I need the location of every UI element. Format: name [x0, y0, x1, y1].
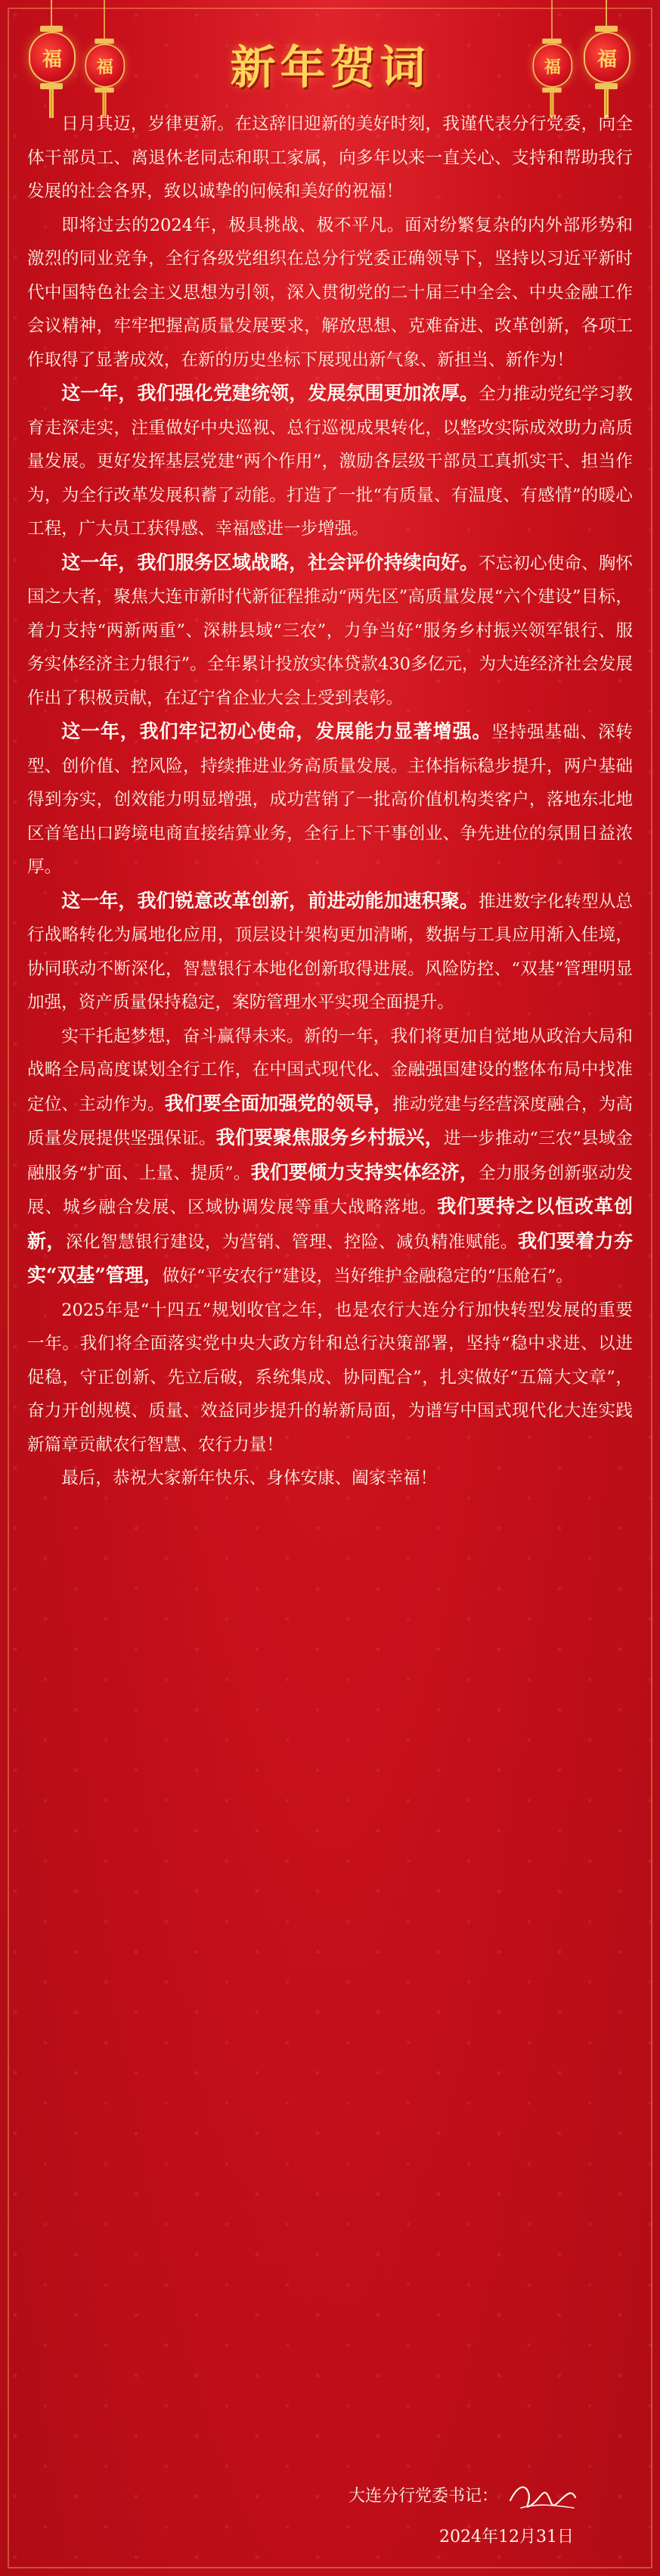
paragraph-heading: 我们要全面加强党的领导，	[164, 1092, 393, 1114]
paragraph-text: 日月其迈，岁律更新。在这辞旧迎新的美好时刻，我谨代表分行党委，向全体干部员工、离退休老同志和职工家属，向多年以来一直关心、支持和帮助我行发展的社会各界，致以诚挚的问候和美好的祝福！	[27, 114, 633, 201]
signature-block	[261, 2478, 578, 2552]
paragraph-text: 深化智慧银行建设，为营销、管理、控险、减负精准赋能。	[65, 1232, 518, 1252]
paragraph	[27, 1294, 633, 1462]
paragraph	[27, 1020, 633, 1294]
lantern-icon: 福	[85, 0, 124, 117]
paragraph-heading: 我们要着力夯实“双基”管理，	[27, 1229, 633, 1286]
paragraph-text: 做好“平安农行”建设，当好维护金融稳定的“压舱石”。	[162, 1266, 574, 1286]
letter-date: 2024年12月31日	[439, 2528, 574, 2546]
signer-title: 大连分行党委书记：	[348, 2487, 498, 2506]
paragraph	[27, 715, 633, 884]
letter-body	[27, 107, 633, 1496]
paragraph-heading: 我们要倾力支持实体经济，	[250, 1161, 479, 1183]
paragraph-text: 全力服务创新驱动发展、城乡融合发展、区域协调发展等重大战略落地。	[27, 1163, 634, 1217]
paragraph-heading: 这一年，我们牢记初心使命，发展能力显著增强。	[61, 720, 492, 742]
lantern-icon: 福	[533, 0, 572, 117]
paragraph	[27, 377, 633, 546]
paragraph-heading: 这一年，我们强化党建统领，发展氛围更加浓厚。	[61, 382, 479, 404]
paragraph-text: 推进数字化转型从总行战略转化为属地化应用，顶层设计架构更加清晰，数据与工具应用渐入佳境，协同联动不断深化，智慧银行本地化创新取得进展。风险防控、“双基”管理明显加强，资产质量保持稳定，案防管理水平实现全面提升。	[27, 891, 633, 1012]
paragraph-heading: 我们要聚焦服务乡村振兴，	[215, 1126, 444, 1148]
paragraph-text: 实干托起梦想，奋斗赢得未来。新的一年，我们将更加自觉地从政治大局和战略全局高度谋划全行工作，在中国式现代化、金融强国建设的整体布局中找准定位、主动作为。	[27, 1026, 633, 1114]
paragraph	[27, 209, 633, 378]
paragraph	[27, 546, 633, 716]
paragraph-text: 全力推动党纪学习教育走深走实，注重做好中央巡视、总行巡视成果转化，以整改实际成效助力高质量发展。更好发挥基层党建“两个作用”，激励各层级干部员工真抓实干、担当作为，为全行改革发展积蓄了动能。打造了一批“有质量、有温度、有感情”的暖心工程，广大员工获得感、幸福感进一步增强。	[27, 384, 633, 539]
paragraph-heading: 我们要持之以恒改革创新，	[27, 1195, 633, 1252]
paragraph-text: 最后，恭祝大家新年快乐、身体安康、阖家幸福！	[61, 1468, 438, 1488]
paragraph-text: 不忘初心使命、胸怀国之大者，聚焦大连市新时代新征程推动“两先区”高质量发展“六个建设”目标，着力支持“两新两重”、深耕县域“三农”，力争当好“服务乡村振兴领军银行、服务实体经济主力银行”。全年累计投放实体贷款430多亿元，为大连经济社会发展作出了积极贡献，在辽宁省企业大会上受到表彰。	[27, 553, 633, 708]
paragraph-text: 即将过去的2024年，极具挑战、极不平凡。面对纷繁复杂的内外部形势和激烈的同业竞争，全行各级党组织在总分行党委正确领导下，坚持以习近平新时代中国特色社会主义思想为引领，深入贯彻党的二十届三中全会、中央金融工作会议精神，牢牢把握高质量发展要求，解放思想、克难奋进、改革创新，各项工作取得了显著成效，在新的历史坐标下展现出新气象、新担当、新作为！	[27, 215, 633, 370]
lantern-icon: 福	[584, 0, 629, 118]
paragraph	[27, 1462, 633, 1496]
paragraph-heading: 这一年，我们锐意改革创新，前进动能加速积聚。	[61, 889, 479, 912]
page-title: 新年贺词	[230, 42, 430, 95]
paragraph-heading: 这一年，我们服务区域战略，社会评价持续向好。	[61, 551, 479, 573]
lantern-icon: 福	[29, 0, 74, 118]
paragraph	[27, 107, 633, 209]
paragraph	[27, 884, 633, 1020]
paragraph-text: 坚持强基础、深转型、创价值、控风险，持续推进业务高质量发展。主体指标稳步提升，两户基础得到夯实，创效能力明显增强，成功营销了一批高价值机构类客户，落地东北地区首笔出口跨境电商直接结算业务，全行上下干事创业、争先进位的氛围日益浓厚。	[27, 722, 633, 877]
paragraph-text: 推动党建与经营深度融合，为高质量发展提供坚强保证。	[27, 1094, 633, 1148]
paragraph-text: 2025年是“十四五”规划收官之年，也是农行大连分行加快转型发展的重要一年。我们将全面落实党中央大政方针和总行决策部署，坚持“稳中求进、以进促稳，守正创新、先立后破，系统集成、协同配合”，扎实做好“五篇大文章”，奋力开创规模、质量、效益同步提升的崭新局面，为谱写中国式现代化大连实践新篇章贡献农行智慧、农行力量！	[27, 1300, 633, 1455]
paragraph-text: 进一步推动“三农”县域金融服务“扩面、上量、提质”。	[27, 1129, 634, 1183]
handwritten-signature	[506, 2478, 578, 2515]
